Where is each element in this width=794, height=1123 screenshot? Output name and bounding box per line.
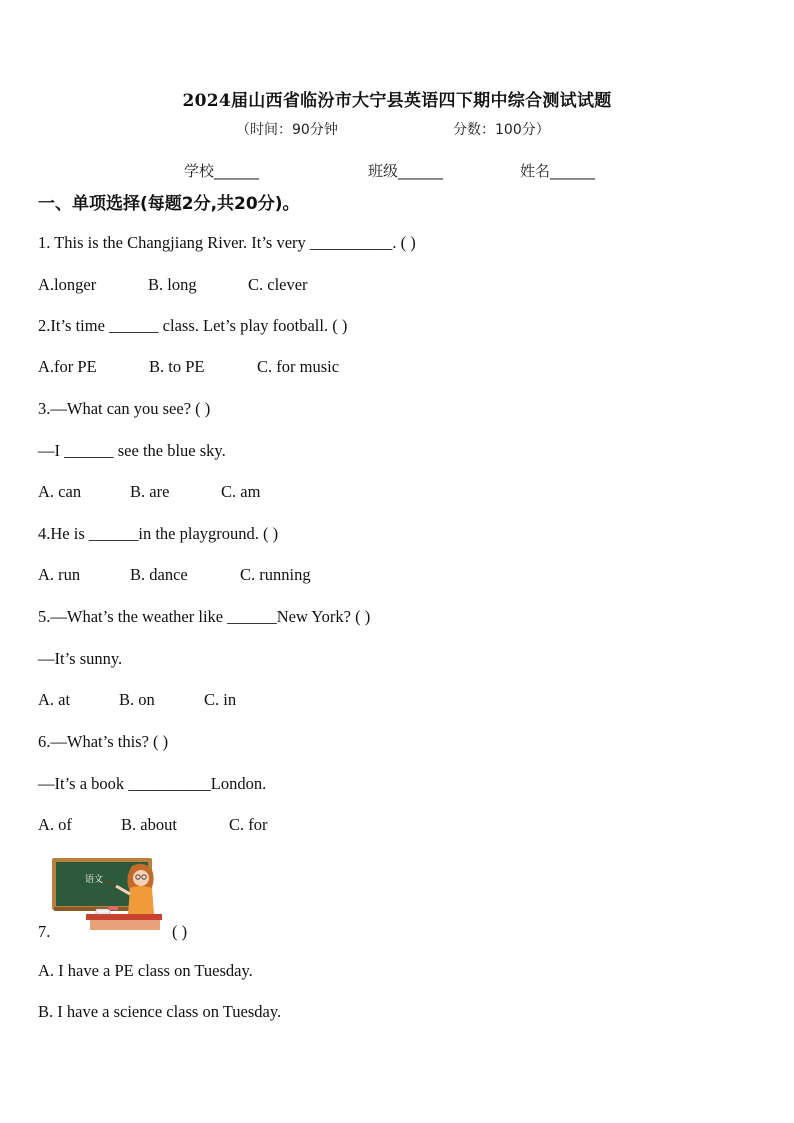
board-text: 语文 xyxy=(84,875,104,885)
question-1-stem: 1. This is the Changjiang River. It’s very __________. ( ) xyxy=(38,233,416,252)
teacher-face xyxy=(133,870,149,886)
desk-front xyxy=(90,920,160,930)
score-label: 分数：100分） xyxy=(453,122,550,138)
option-b: B. on xyxy=(119,690,155,709)
option-a: A. run xyxy=(38,565,81,584)
option-a: A. can xyxy=(38,482,82,501)
question-3-options xyxy=(38,482,260,502)
school-field-label: 学校______ xyxy=(184,162,260,180)
option-c: C. running xyxy=(240,565,311,584)
desk-top xyxy=(86,914,162,920)
teacher-chinese-class-illustration xyxy=(50,856,162,932)
option-b: B. long xyxy=(148,275,197,294)
option-a: A. of xyxy=(38,815,72,834)
question-4-options xyxy=(38,565,311,585)
page-title: 2024届山西省临汾市大宁县英语四下期中综合测试试题 xyxy=(182,91,612,111)
class-field-label: 班级______ xyxy=(368,162,444,180)
question-5-answer-line: —It’s sunny. xyxy=(38,649,123,668)
option-c: C. clever xyxy=(248,275,308,294)
question-3-answer-line: —I ______ see the blue sky. xyxy=(38,441,226,460)
question-6-answer-line: —It’s a book __________London. xyxy=(38,774,267,793)
classroom-picture xyxy=(50,856,162,932)
question-2-stem: 2.It’s time ______ class. Let’s play football. ( ) xyxy=(38,316,348,335)
book-icon xyxy=(96,909,110,914)
question-6-options xyxy=(38,815,268,835)
question-3-stem: 3.—What can you see? ( ) xyxy=(38,399,211,418)
question-1-options xyxy=(38,275,308,295)
option-b: B. dance xyxy=(130,565,188,584)
option-c: C. for xyxy=(229,815,268,834)
option-a: A. at xyxy=(38,690,71,709)
option-a: A.longer xyxy=(38,275,97,294)
option-b: B. to PE xyxy=(149,357,205,376)
question-7-option-a: A. I have a PE class on Tuesday. xyxy=(38,961,253,980)
section-heading: 一、单项选择(每题2分,共20分)。 xyxy=(38,194,300,214)
question-2-options xyxy=(38,357,339,377)
name-field-label: 姓名______ xyxy=(520,162,596,180)
option-b: B. are xyxy=(130,482,170,501)
option-c: C. for music xyxy=(257,357,340,376)
question-4-stem: 4.He is ______in the playground. ( ) xyxy=(38,524,279,543)
question-5-options xyxy=(38,690,236,710)
question-7-number: 7. xyxy=(38,922,51,941)
question-7-option-b: B. I have a science class on Tuesday. xyxy=(38,1002,282,1021)
option-a: A.for PE xyxy=(38,357,97,376)
option-c: C. in xyxy=(204,690,237,709)
option-b: B. about xyxy=(121,815,177,834)
question-7-answer-paren: ( ) xyxy=(172,922,188,941)
teacher-body xyxy=(128,886,154,914)
question-6-stem: 6.—What’s this? ( ) xyxy=(38,732,169,751)
question-5-stem: 5.—What’s the weather like ______New York? ( ) xyxy=(38,607,371,626)
option-c: C. am xyxy=(221,482,261,501)
time-label: （时间：90分钟 xyxy=(236,122,338,138)
